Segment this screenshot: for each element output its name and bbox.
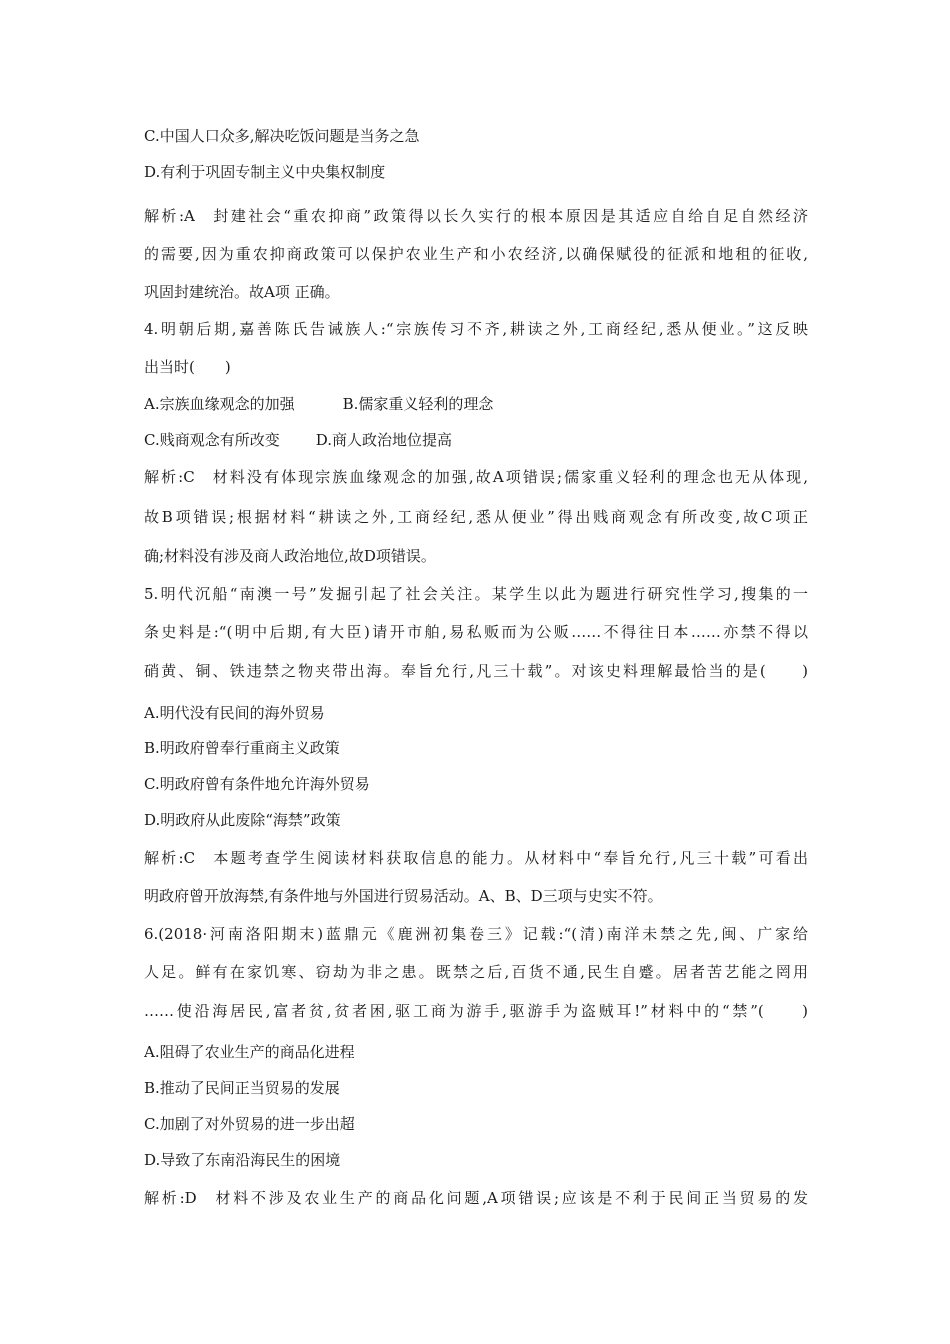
q5-stem-line-1: 5.明代沉船“南澳一号”发掘引起了社会关注。某学生以此为题进行研究性学习,搜集的一: [144, 585, 808, 603]
q4-stem-line-1: 4.明朝后期,嘉善陈氏告诫族人:“宗族传习不齐,耕读之外,工商经纪,悉从便业。”这反映: [144, 320, 808, 338]
q3-analysis-line-2: 的需要,因为重农抑商政策可以保护农业生产和小农经济,以确保赋役的征派和地租的征收,: [144, 245, 808, 263]
analysis-label: 解析:C: [144, 468, 195, 486]
q6-stem-line-3: ……使沿海居民,富者贫,贫者困,驱工商为游手,驱游手为盗贼耳!”材料中的“禁”( ): [144, 1002, 808, 1020]
analysis-text: 材料不涉及农业生产的商品化问题,A项错误;应该是不利于民间正当贸易的发: [212, 1189, 808, 1207]
q4-option-d: D.商人政治地位提高: [315, 431, 452, 449]
q3-analysis-line-3: 巩固封建统治。故A项 正确。: [144, 283, 340, 301]
q4-options-row-1: [144, 394, 808, 414]
q4-option-a: A.宗族血缘观念的加强: [144, 395, 295, 413]
q6-option-d: D.导致了东南沿海民生的困境: [144, 1151, 341, 1169]
q5-stem-line-2: 条史料是:“(明中后期,有大臣)请开市舶,易私贩而为公贩……不得往日本……亦禁不得以: [144, 623, 808, 641]
q3-option-c: C.中国人口众多,解决吃饭问题是当务之急: [144, 127, 420, 145]
q5-stem-line-3: 硝黄、铜、铁违禁之物夹带出海。奉旨允行,凡三十载”。对该史料理解最恰当的是( ): [144, 662, 808, 680]
q6-option-c: C.加剧了对外贸易的进一步出超: [144, 1115, 355, 1133]
analysis-label: 解析:A: [144, 207, 195, 225]
q5-option-c: C.明政府曾有条件地允许海外贸易: [144, 775, 370, 793]
q6-analysis-line-1: [144, 1188, 808, 1208]
q4-options-row-2: [144, 430, 808, 450]
q5-analysis-line-2: 明政府曾开放海禁,有条件地与外国进行贸易活动。A、B、D三项与史实不符。: [144, 887, 663, 905]
q4-stem-line-2: 出当时( ): [144, 358, 231, 376]
q6-option-a: A.阻碍了农业生产的商品化进程: [144, 1043, 355, 1061]
q3-option-d: D.有利于巩固专制主义中央集权制度: [144, 163, 386, 181]
analysis-label: 解析:D: [144, 1189, 197, 1207]
q4-analysis-line-1: [144, 467, 808, 487]
q6-stem-line-2: 人足。鲜有在家饥寒、窃劫为非之患。既禁之后,百货不通,民生自蹙。居者苦艺能之罔用: [144, 963, 808, 981]
q5-option-b: B.明政府曾奉行重商主义政策: [144, 739, 340, 757]
q6-option-b: B.推动了民间正当贸易的发展: [144, 1079, 340, 1097]
q4-analysis-line-2: 故B项错误;根据材料“耕读之外,工商经纪,悉从便业”得出贱商观念有所改变,故C项正: [144, 508, 808, 526]
analysis-text: 材料没有体现宗族血缘观念的加强,故A项错误;儒家重义轻利的理念也无从体现,: [210, 468, 808, 486]
analysis-text: 本题考查学生阅读材料获取信息的能力。从材料中“奉旨允行,凡三十载”可看出: [211, 849, 808, 867]
q5-option-a: A.明代没有民间的海外贸易: [144, 704, 325, 722]
q4-analysis-line-3: 确;材料没有涉及商人政治地位,故D项错误。: [144, 547, 436, 565]
q4-option-c: C.贱商观念有所改变: [144, 431, 280, 449]
analysis-text: 封建社会“重农抑商”政策得以长久实行的根本原因是其适应自给自足自然经济: [210, 207, 808, 225]
q3-analysis-line-1: [144, 206, 808, 226]
q5-option-d: D.明政府从此废除“海禁”政策: [144, 811, 341, 829]
q6-stem-line-1: 6.(2018·河南洛阳期末)蓝鼎元《鹿洲初集卷三》记载:“(清)南洋未禁之先,闽、广家给: [144, 925, 808, 943]
q5-analysis-line-1: [144, 848, 808, 868]
analysis-label: 解析:C: [144, 849, 196, 867]
q4-option-b: B.儒家重义轻利的理念: [342, 395, 494, 413]
